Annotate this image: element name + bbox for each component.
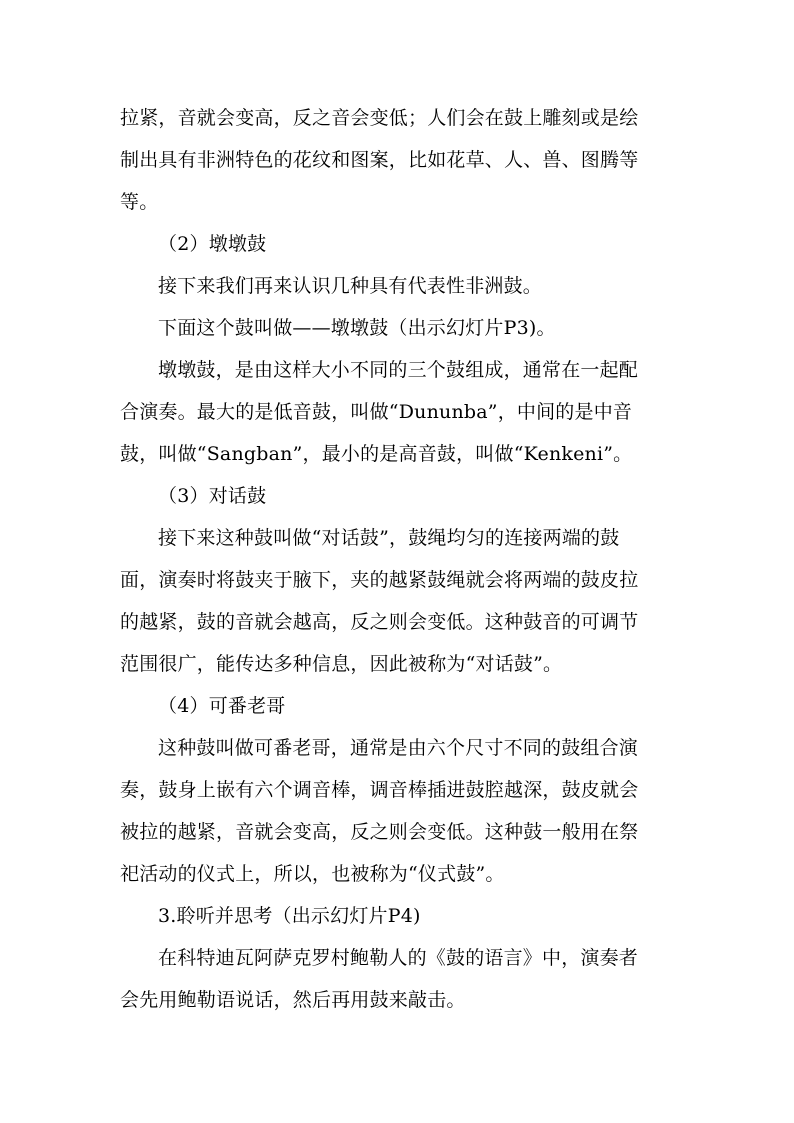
paragraph-drum-decoration — [120, 97, 660, 223]
section-heading-talking-drum — [120, 475, 660, 517]
heading-text: （2）墩墩鼓 — [158, 233, 267, 255]
section-heading-kpanlogo — [120, 685, 660, 727]
text-line: 制出具有非洲特色的花纹和图案，比如花草、人、兽、图腾等 — [120, 149, 639, 171]
section-heading-dundun — [120, 223, 660, 265]
text-line: 合演奏。最大的是低音鼓，叫做“Dununba”，中间的是中音 — [120, 401, 633, 423]
text-line: 等。 — [120, 191, 159, 213]
text-line: 接下来这种鼓叫做“对话鼓”，鼓绳均匀的连接两端的鼓 — [158, 527, 620, 549]
paragraph-dundun-name — [120, 307, 660, 349]
text-line: 被拉的越紧，音就会变高，反之则会变低。这种鼓一般用在祭 — [120, 821, 639, 843]
text-line: 奏，鼓身上嵌有六个调音棒，调音棒插进鼓腔越深，鼓皮就会 — [120, 779, 639, 801]
text-line: 会先用鲍勒语说话，然后再用鼓来敲击。 — [120, 989, 466, 1011]
heading-text: 3.聆听并思考（出示幻灯片P4) — [158, 905, 421, 927]
text-line: 拉紧，音就会变高，反之音会变低；人们会在鼓上雕刻或是绘 — [120, 107, 639, 129]
text-line: 鼓，叫做“Sangban”，最小的是高音鼓，叫做“Kenkeni”。 — [120, 443, 633, 465]
paragraph-intro-drums — [120, 265, 660, 307]
text-line: 下面这个鼓叫做——墩墩鼓（出示幻灯片P3)。 — [158, 317, 556, 339]
paragraph-talking-drum — [120, 517, 660, 685]
paragraph-language-of-drums — [120, 937, 660, 1021]
text-line: 范围很广，能传达多种信息，因此被称为“对话鼓”。 — [120, 653, 563, 675]
section-heading-listen — [120, 895, 660, 937]
paragraph-dundun-description — [120, 349, 660, 475]
text-line: 在科特迪瓦阿萨克罗村鲍勒人的《鼓的语言》中，演奏者 — [158, 947, 639, 969]
document-body — [120, 97, 660, 1021]
paragraph-kpanlogo — [120, 727, 660, 895]
text-line: 面，演奏时将鼓夹于腋下，夹的越紧鼓绳就会将两端的鼓皮拉 — [120, 569, 639, 591]
text-line: 这种鼓叫做可番老哥，通常是由六个尺寸不同的鼓组合演 — [158, 737, 639, 759]
heading-text: （3）对话鼓 — [158, 485, 267, 507]
text-line: 墩墩鼓，是由这样大小不同的三个鼓组成，通常在一起配 — [158, 359, 639, 381]
text-line: 的越紧，鼓的音就会越高，反之则会变低。这种鼓音的可调节 — [120, 611, 639, 633]
text-line: 祀活动的仪式上，所以，也被称为“仪式鼓”。 — [120, 863, 505, 885]
heading-text: （4）可番老哥 — [158, 695, 286, 717]
text-line: 接下来我们再来认识几种具有代表性非洲鼓。 — [158, 275, 543, 297]
